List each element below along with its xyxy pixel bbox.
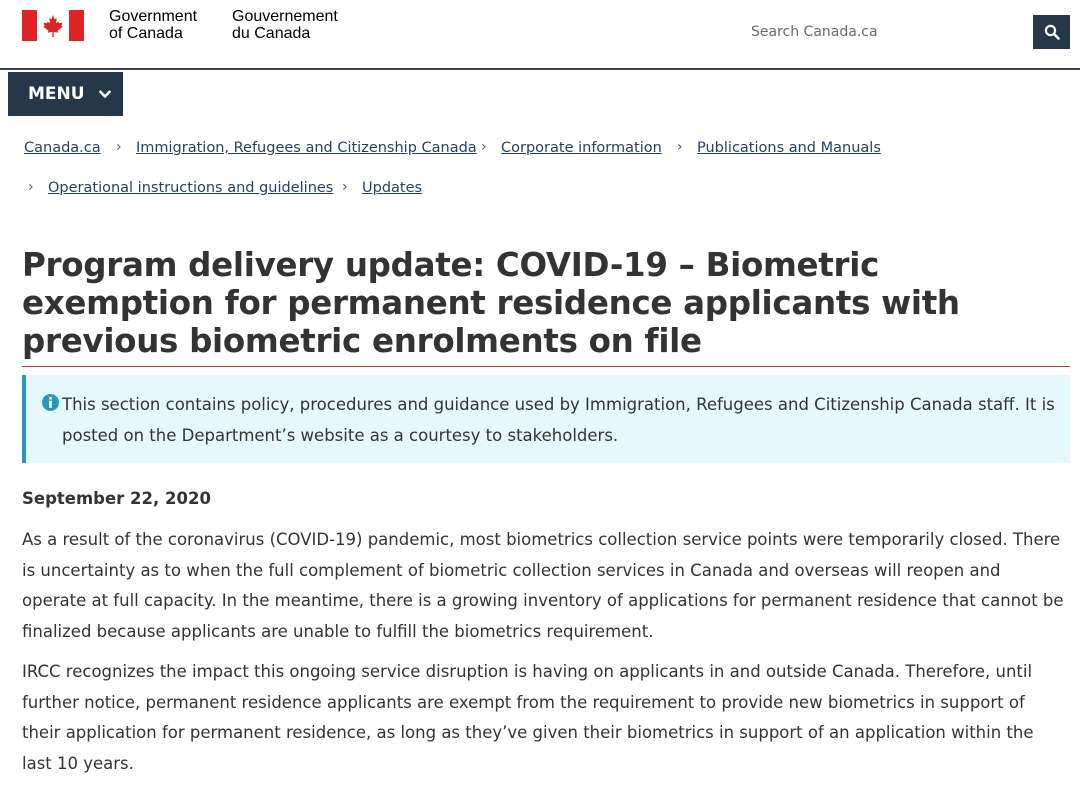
site-header bbox=[0, 0, 1080, 70]
breadcrumb-link-publications[interactable]: Publications and Manuals bbox=[697, 140, 881, 156]
menu-label: MENU bbox=[28, 84, 85, 104]
canada-flag-icon[interactable] bbox=[22, 10, 84, 41]
breadcrumb-link-updates[interactable]: Updates bbox=[362, 180, 423, 196]
info-alert bbox=[22, 375, 1070, 463]
breadcrumb-separator: › bbox=[481, 139, 487, 155]
page-title: Program delivery update: COVID-19 – Biometric exemption for permanent residence applicants with previous biometric enrolments on file bbox=[22, 246, 960, 360]
wordmark-fr-line1: Gouvernement bbox=[232, 8, 338, 25]
title-divider bbox=[22, 366, 1070, 367]
breadcrumb-separator: › bbox=[677, 139, 683, 155]
chevron-down-icon bbox=[99, 90, 111, 99]
breadcrumb-separator: › bbox=[342, 179, 348, 195]
breadcrumb-link-operational[interactable]: Operational instructions and guidelines bbox=[48, 180, 334, 196]
breadcrumb-link-canada[interactable]: Canada.ca bbox=[24, 140, 101, 156]
breadcrumb-separator: › bbox=[116, 139, 122, 155]
magnifier-icon bbox=[1044, 24, 1060, 40]
body-paragraph: IRCC recognizes the impact this ongoing service disruption is having on applicants in and outside Canada. Therefore, until further notice, permanent residence applicants are exempt from the requirement to provide new biometrics in support of their application for permanent residence, as long as they’ve given their biometrics in support of an application within the last 10 years. bbox=[22, 662, 1034, 773]
wordmark-en-line1: Government bbox=[109, 8, 198, 25]
wordmark-fr-line2: du Canada bbox=[232, 25, 311, 42]
info-circle-icon bbox=[41, 393, 60, 412]
breadcrumb-link-corporate[interactable]: Corporate information bbox=[501, 140, 662, 156]
search-button[interactable] bbox=[1033, 15, 1070, 49]
search-input[interactable] bbox=[740, 15, 1030, 49]
wordmark-english[interactable] bbox=[109, 8, 197, 42]
breadcrumb-separator: › bbox=[28, 179, 34, 195]
publish-date: September 22, 2020 bbox=[22, 489, 211, 508]
body-paragraph: As a result of the coronavirus (COVID-19) pandemic, most biometrics collection service points were temporarily closed. There is uncertainty as to when the full complement of biometric collection services in Canada and overseas will reopen and operate at full capacity. In the meantime, there is a growing inventory of applications for permanent residence that cannot be finalized because applicants are unable to fulfill the biometrics requirement. bbox=[22, 530, 1064, 641]
menu-button[interactable] bbox=[8, 72, 123, 116]
breadcrumb-link-ircc[interactable]: Immigration, Refugees and Citizenship Canada bbox=[136, 140, 477, 156]
wordmark-en-line2: of Canada bbox=[109, 25, 183, 42]
alert-text: This section contains policy, procedures and guidance used by Immigration, Refugees and Citizenship Canada staff. It is posted on the Department’s website as a courtesy to stakeholders. bbox=[62, 395, 1055, 445]
wordmark-french[interactable] bbox=[232, 8, 338, 42]
